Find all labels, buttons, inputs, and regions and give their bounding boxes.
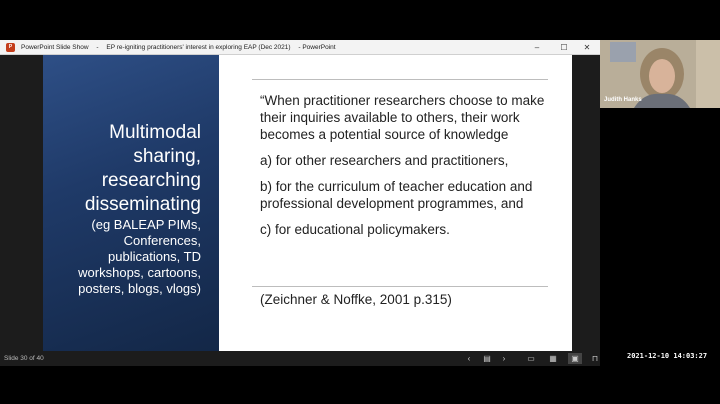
maximize-button[interactable]: ☐ — [560, 42, 568, 52]
subheading-line: Conferences, — [123, 233, 201, 248]
top-divider — [252, 79, 548, 80]
slide-subheading — [36, 217, 201, 297]
heading-line: disseminating — [84, 194, 201, 215]
title-separator: - — [96, 43, 99, 51]
reading-view-icon[interactable]: ▣ — [568, 353, 582, 364]
normal-view-icon[interactable]: ▭ — [527, 354, 535, 363]
powerpoint-window — [0, 40, 600, 366]
next-slide-icon[interactable]: › — [502, 354, 506, 363]
quote-item-a: a) for other researchers and practitioners, — [260, 153, 509, 168]
slide-content-panel — [219, 55, 572, 351]
citation: (Zeichner & Noffke, 2001 p.315) — [260, 292, 452, 307]
slide-counter: Slide 30 of 40 — [4, 355, 44, 362]
subheading-line: (eg BALEAP PIMs, — [91, 217, 201, 232]
heading-line: researching — [101, 170, 201, 191]
slide-title-panel — [43, 55, 219, 351]
webcam-feed — [600, 40, 720, 108]
quote-item-c: c) for educational policymakers. — [260, 222, 450, 237]
quote-block — [260, 92, 550, 247]
document-title: EP re-igniting practitioners' interest in exploring EAP (Dec 2021) — [106, 43, 291, 51]
heading-line: Multimodal — [109, 122, 201, 143]
subheading-line: workshops, cartoons, — [78, 265, 201, 280]
app-name: PowerPoint Slide Show — [21, 43, 89, 51]
quote-intro: “When practitioner researchers choose to make their inquiries available to others, their work becomes a potential source of knowledge — [260, 93, 545, 142]
slideshow-view-icon[interactable]: ⊓ — [591, 354, 599, 363]
participant-name: Judith Hanks — [604, 97, 642, 103]
bottom-divider — [252, 286, 548, 287]
quote-item-b: b) for the curriculum of teacher education and professional development programmes, and — [260, 179, 533, 211]
subheading-line: publications, TD — [108, 249, 201, 264]
status-bar — [0, 351, 600, 366]
title-bar — [0, 40, 600, 55]
subheading-line: posters, blogs, vlogs) — [78, 281, 201, 296]
powerpoint-icon: P — [6, 43, 15, 52]
close-button[interactable]: ✕ — [583, 42, 591, 52]
previous-slide-icon[interactable]: ‹ — [467, 354, 471, 363]
minimize-button[interactable]: – — [534, 42, 540, 52]
app-suffix: - PowerPoint — [298, 43, 336, 51]
slide-area[interactable] — [0, 55, 600, 351]
recording-timestamp: 2021-12-10 14:03:27 — [627, 352, 708, 360]
slide-sorter-icon[interactable]: ▦ — [549, 354, 557, 363]
heading-line: sharing, — [133, 146, 201, 167]
window-title — [21, 44, 342, 51]
notes-icon[interactable]: ▤ — [483, 354, 491, 363]
slide-heading — [41, 121, 201, 217]
